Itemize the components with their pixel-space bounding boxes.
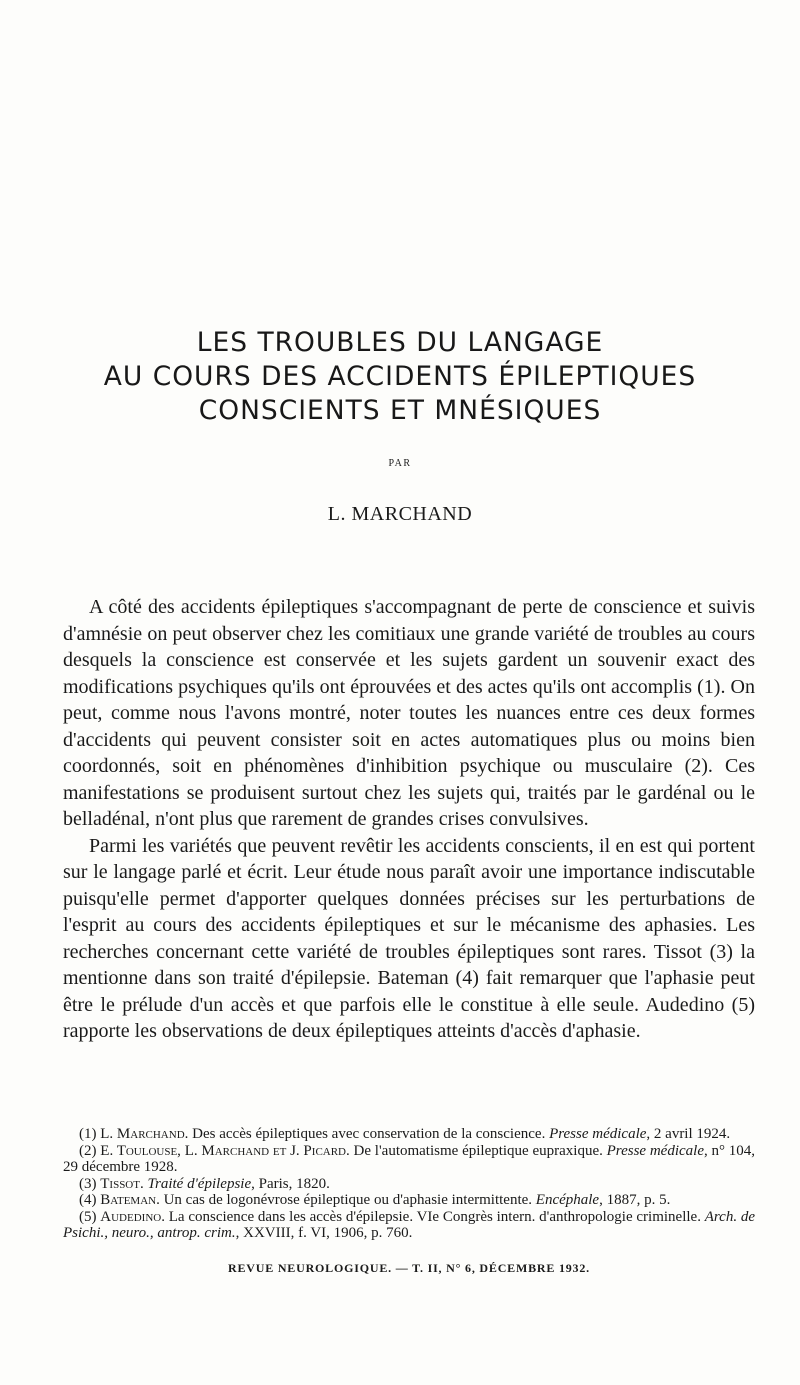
footnote-2 xyxy=(63,1143,755,1176)
footnote-text: Un cas de logonévrose épileptique ou d'aphasie intermittente. xyxy=(159,1192,536,1208)
footnote-author: Audedino. xyxy=(100,1208,165,1225)
footnote-5 xyxy=(63,1209,755,1242)
by-line: PAR xyxy=(388,458,412,469)
footnote-text: De l'automatisme épileptique eupraxique. xyxy=(349,1142,607,1159)
footnote-source: Arch. de Psichi., neuro., antrop. crim. xyxy=(63,1208,756,1241)
footnote-number: (2) xyxy=(79,1142,97,1159)
footnote-author: E. Toulouse, L. Marchand et J. Picard. xyxy=(100,1142,350,1159)
author-name: L. MARCHAND xyxy=(327,503,473,525)
footnote-rest: , Paris, 1820. xyxy=(251,1175,330,1192)
footnotes xyxy=(63,1126,755,1242)
footnote-number: (4) xyxy=(79,1192,97,1208)
footnote-text: La conscience dans les accès d'épilepsie. VIe Congrès intern. d'anthropologie criminelle. xyxy=(164,1208,705,1225)
footnote-source: Encéphale xyxy=(535,1192,600,1208)
title-line-2: AU COURS DES ACCIDENTS ÉPILEPTIQUES xyxy=(103,361,697,392)
title-line-1: LES TROUBLES DU LANGAGE xyxy=(196,327,604,358)
body-paragraph-1: A côté des accidents épileptiques s'accompagnant de perte de conscience et suivis d'amnésie on peut observer chez les comitiaux une grande variété de troubles au cours desquels la conscience est conservée et les sujets gardent un souvenir exact des modifications psychiques qu'ils ont éprouvées et des actes qu'ils ont accomplis (1). On peut, comme nous l'avons montré, noter toutes les nuances entre ces deux formes d'accidents qui peuvent consister soit en actes automatiques plus ou moins bien coordonnés, soit en phénomènes d'inhibition psychique ou musculaire (2). Ces manifestations se produisent surtout chez les sujets qui, traités par le gardénal ou le belladénal, n'ont plus que rarement de grandes crises convulsives. xyxy=(63,596,755,830)
footnote-3 xyxy=(63,1176,755,1193)
footnote-author: Bateman. xyxy=(100,1192,160,1208)
footnote-text: Des accès épileptiques avec conservation de la conscience. xyxy=(188,1126,550,1142)
footnote-1 xyxy=(63,1126,755,1143)
article-title xyxy=(40,326,760,428)
footnote-number: (3) xyxy=(79,1175,97,1192)
body-paragraph-2: Parmi les variétés que peuvent revêtir les accidents conscients, il en est qui portent sur le langage parlé et écrit. Leur étude nous paraît avoir une importance indiscutable puisqu'elle permet d'apporter quelques données précises sur les perturbations de l'esprit au cours des accidents épileptiques et sur le mécanisme des aphasies. Les recherches concernant cette variété de troubles épileptiques sont rares. Tissot (3) la mentionne dans son traité d'épilepsie. Bateman (4) fait remarquer que l'aphasie peut être le prélude d'un accès et que parfois elle le constitue à elle seule. Audedino (5) rapporte les observations de deux épileptiques atteints d'accès d'aphasie. xyxy=(63,834,755,1042)
title-line-3: CONSCIENTS ET MNÉSIQUES xyxy=(198,395,602,426)
footnote-rest: , XXVIII, f. VI, 1906, p. 760. xyxy=(235,1225,413,1241)
footnote-rest: , 2 avril 1924. xyxy=(646,1126,731,1142)
footnote-source: Presse médicale xyxy=(549,1126,647,1142)
footnote-number: (1) xyxy=(79,1126,97,1142)
footnote-source: Traité d'épilepsie xyxy=(147,1175,252,1192)
footnote-source: Presse médicale xyxy=(606,1142,704,1159)
footnote-4 xyxy=(63,1192,755,1209)
footnote-number: (5) xyxy=(79,1208,97,1225)
footnote-rest: , n° 104, 29 décembre 1928. xyxy=(63,1142,756,1175)
footnote-rest: , 1887, p. 5. xyxy=(599,1192,671,1208)
footnote-author: Tissot. xyxy=(100,1175,144,1192)
article-body xyxy=(63,594,755,1045)
journal-footer: REVUE NEUROLOGIQUE. — T. II, N° 6, DÉCEMBRE 1932. xyxy=(228,1261,590,1275)
footnote-author: L. Marchand. xyxy=(100,1126,189,1142)
